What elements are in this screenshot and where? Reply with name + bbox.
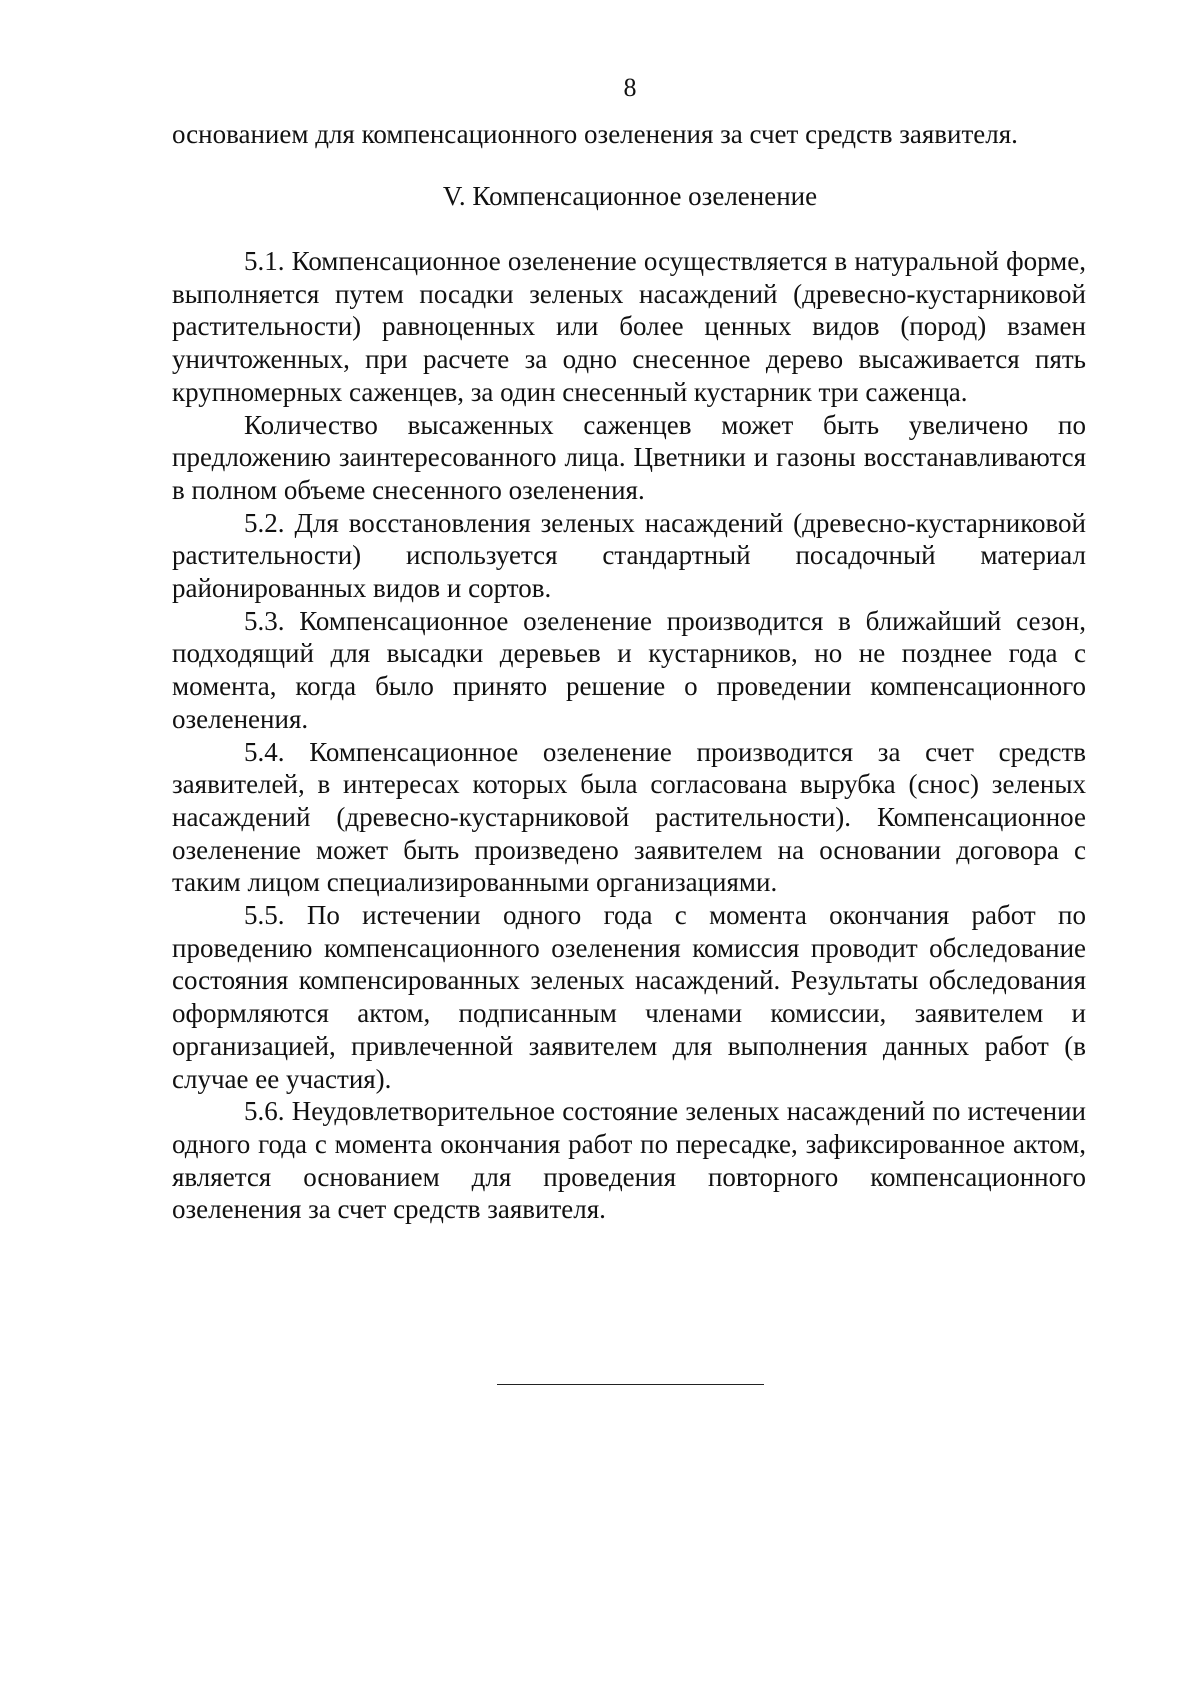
paragraph-5-5: 5.5. По истечении одного года с момента окончания работ по проведению компенсационного озеленения комиссия проводит обследование состояния компенсированных зеленых насаждений. Результаты обследования оформляются актом, подписанным членами комиссии, заявителем и организацией, привлеченной заявителем для выполнения данных работ (в случае ее участия). <box>172 900 1086 1094</box>
paragraph-5-3: 5.3. Компенсационное озеленение производится в ближайший сезон, подходящий для высадки деревьев и кустарников, но не позднее года с момента, когда было принято решение о проведении компенсационного озеленения. <box>172 605 1086 734</box>
continuation-paragraph: основанием для компенсационного озеленения за счет средств заявителя. <box>172 119 1018 149</box>
section-title: V. Компенсационное озеленение <box>442 181 818 211</box>
paragraph-5-1-continued: Количество высаженных саженцев может быть увеличено по предложению заинтересованного лица. Цветники и газоны восстанавливаются в полном объеме снесенного озеленения. <box>172 409 1086 505</box>
paragraph-5-4: 5.4. Компенсационное озеленение производится за счет средств заявителей, в интересах которых была согласована вырубка (снос) зеленых насаждений (древесно-кустарниковой растительности). Компенсационное озеленение может быть произведено заявителем на основании договора с таким лицом специализированными организациями. <box>172 736 1086 898</box>
page-number: 8 <box>623 73 637 102</box>
paragraph-5-6: 5.6. Неудовлетворительное состояние зеленых насаждений по истечении одного года с момента окончания работ по пересадке, зафиксированное актом, является основанием для проведения повторного компенсационного озеленения за счет средств заявителя. <box>172 1096 1086 1225</box>
section-body <box>172 245 1086 1226</box>
end-of-document-rule <box>497 1384 764 1385</box>
paragraph-5-2: 5.2. Для восстановления зеленых насаждений (древесно-кустарниковой растительности) используется стандартный посадочный материал районированных видов и сортов. <box>172 507 1086 604</box>
paragraph-5-1: 5.1. Компенсационное озеленение осуществляется в натуральной форме, выполняется путем посадки зеленых насаждений (древесно-кустарниковой растительности) равноценных или более ценных видов (пород) взамен уничтоженных, при расчете за одно снесенное дерево высаживается пять крупномерных саженцев, за один снесенный кустарник три саженца. <box>172 246 1086 407</box>
